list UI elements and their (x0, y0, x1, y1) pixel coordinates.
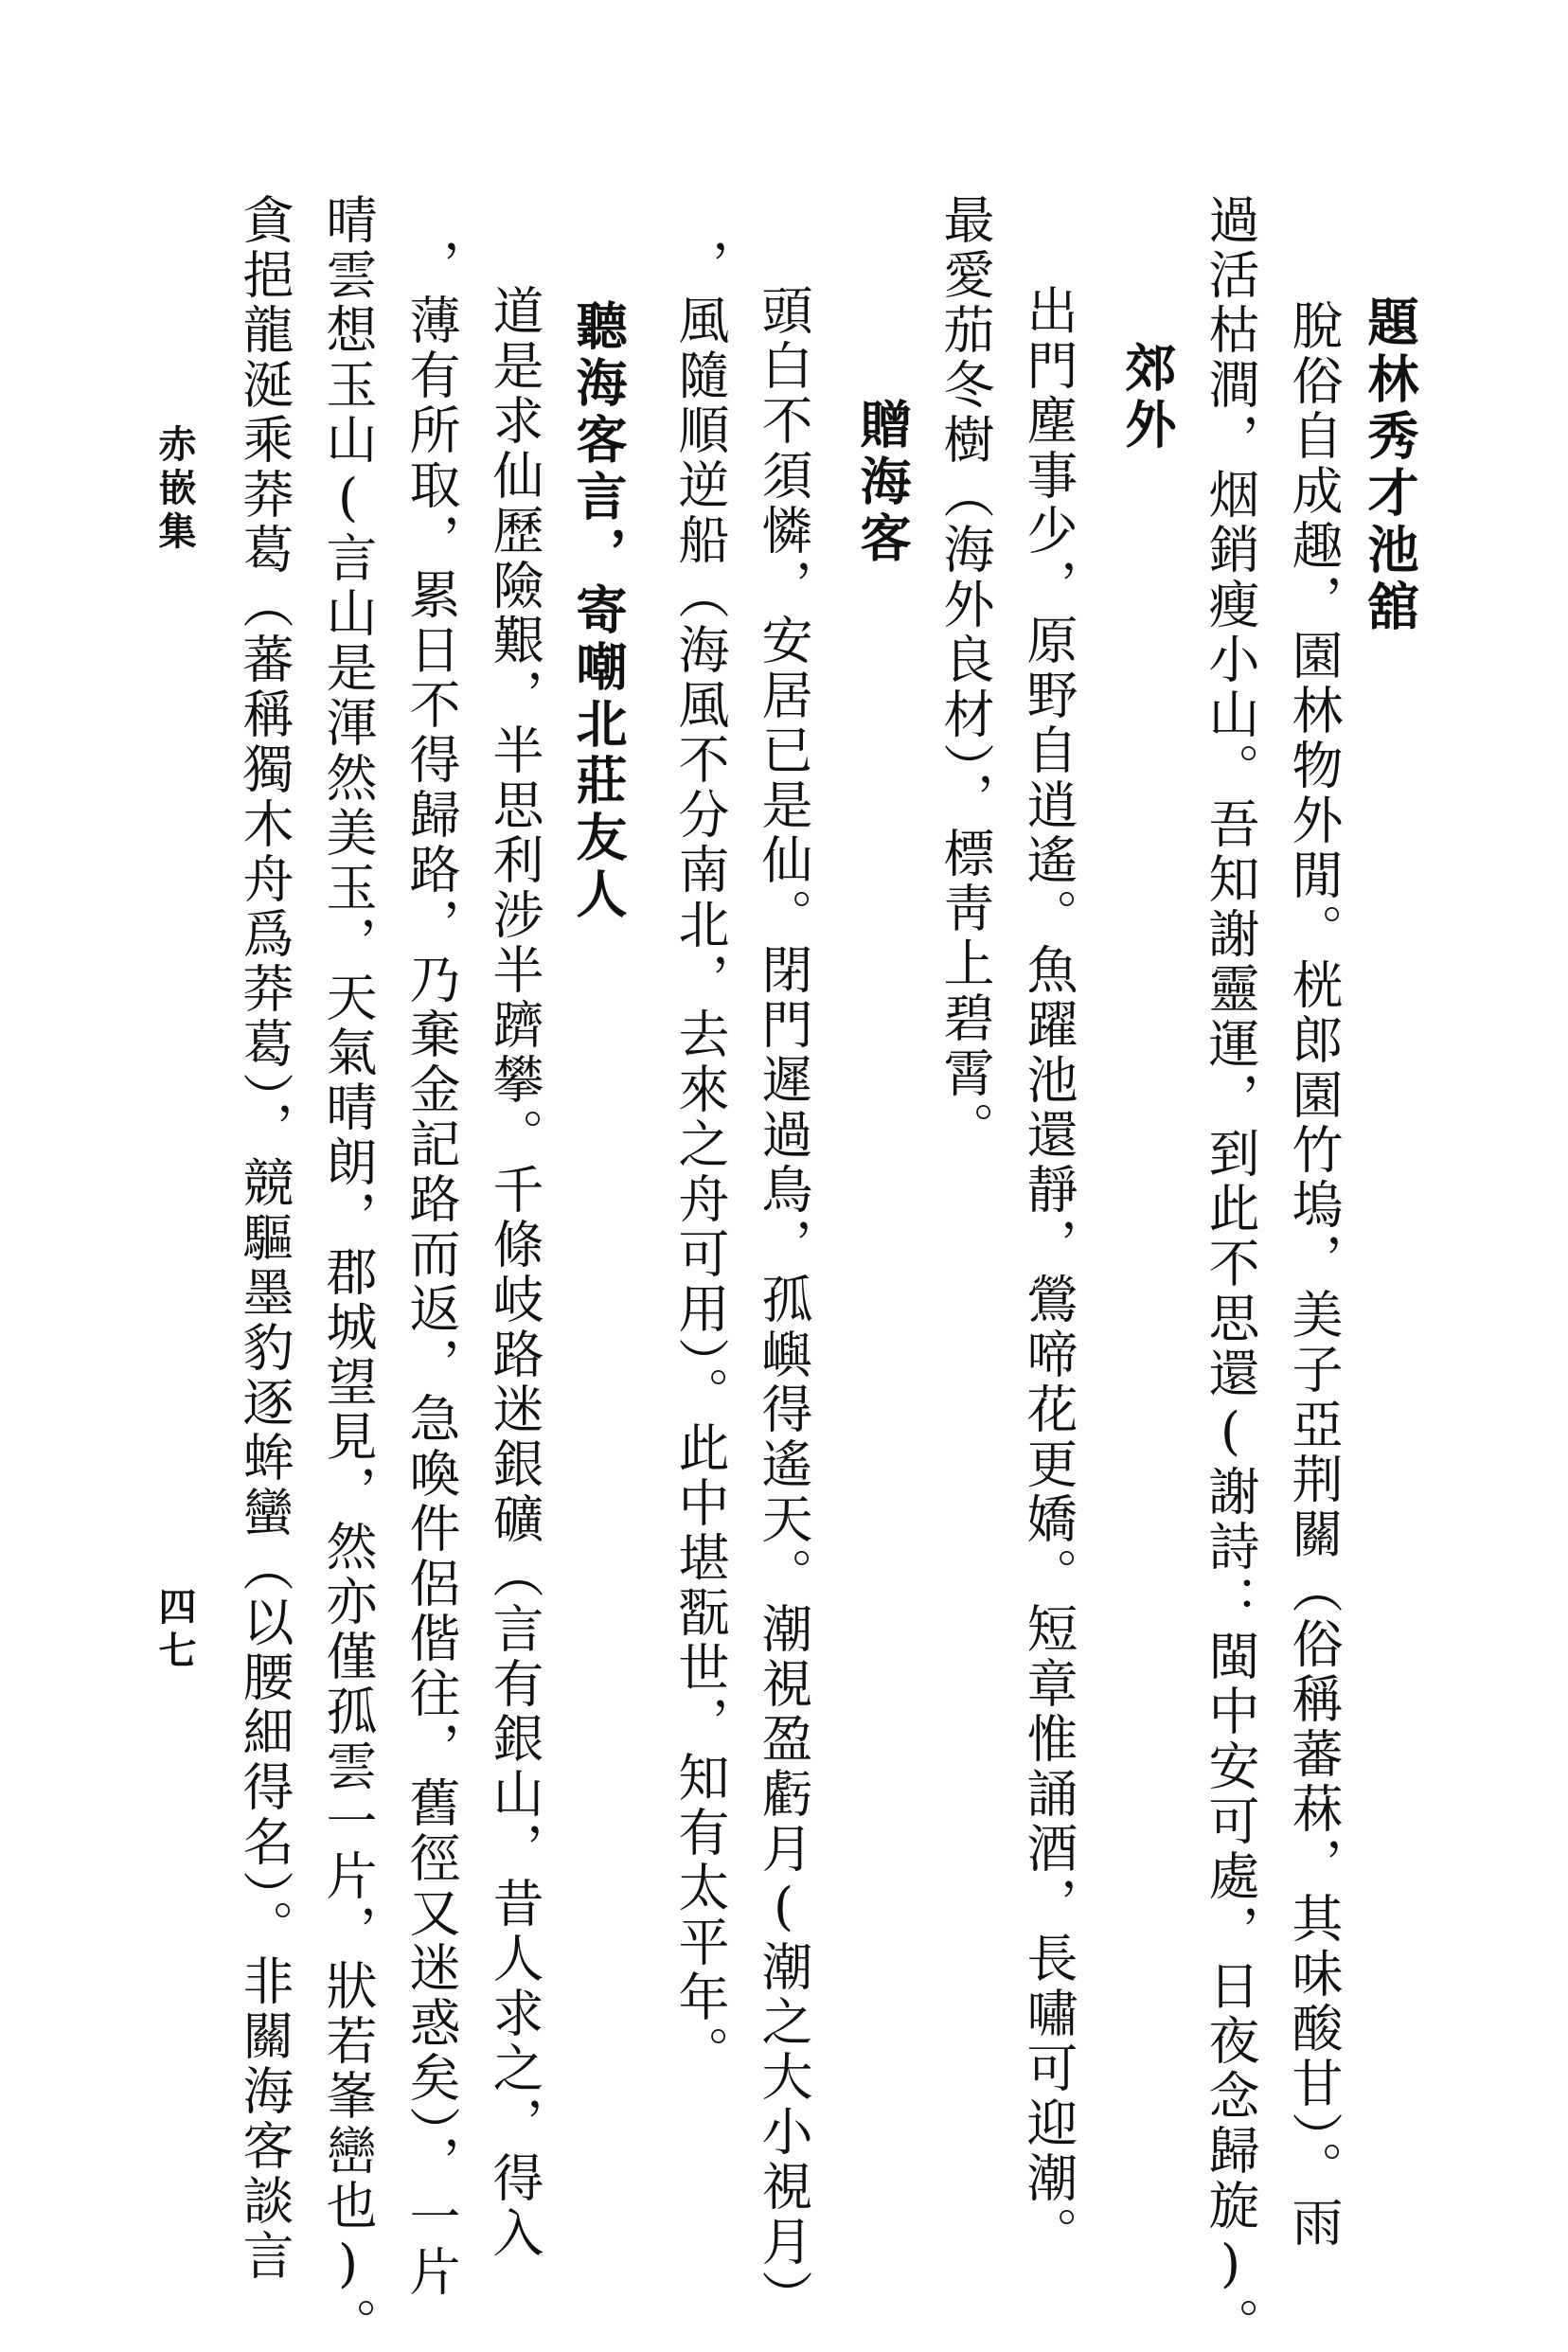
poem-line: 最愛茄冬樹（海外良材），標靑上碧霄。 (935, 193, 995, 1156)
poem-line: 晴雲想玉山(言山是渾然美玉，天氣晴朗，郡城望見，然亦僅孤雲一片，狀若峯巒也)。 (318, 193, 378, 2352)
poem-line: 出門塵事少，原野自逍遙。魚躍池還靜，鶯啼花更嬌。短章惟誦酒，長嘯可迎潮。 (1019, 284, 1078, 2261)
page-number: 四七 (152, 1587, 196, 1674)
section-title-lin-pond-pavilion: 題林秀才池舘 (1360, 295, 1419, 636)
section-title-north-village-friend: 聽海客言，寄嘲北莊友人 (568, 299, 628, 924)
poem-line: 脫俗自成趣，園林物外閒。桄郎園竹塢，美子亞荆關（俗稱蕃菻，其味酸甘）。雨 (1284, 299, 1344, 2251)
poem-line: 過活枯澗，烟銷瘦小山。吾知謝靈運，到此不思還(謝詩：閩中安可處，日夜念歸旋)。 (1201, 193, 1260, 2352)
poem-line: ，風隨順逆船（海風不分南北，去來之舟可用）。此中堪翫世，知有太平年。 (670, 239, 730, 2080)
section-title-to-sea-traveler: 贈海客 (852, 398, 912, 568)
poem-line: 頭白不須憐，安居已是仙。閉門遲過鳥，孤嶼得遙天。潮視盈虧月(潮之大小視月） (754, 284, 813, 2325)
poem-line: 貪挹龍涎乘莽葛（蕃稱獨木舟爲莽葛），競驅墨豹逐蛑蠻（以腰細得名）。非關海客談言 (235, 193, 294, 2284)
book-title: 赤嵌集 (152, 424, 196, 555)
poem-line: 道是求仙歷險艱，半思利涉半躋攀。千條岐路迷銀礦（言有銀山，昔人求之，得入 (485, 284, 544, 2261)
poem-line: ，薄有所取，累日不得歸路，乃棄金記路而返，急喚件侶偕往，舊徑又迷惑矣），一片 (401, 239, 461, 2300)
section-title-outskirts: 郊外 (1117, 341, 1177, 454)
